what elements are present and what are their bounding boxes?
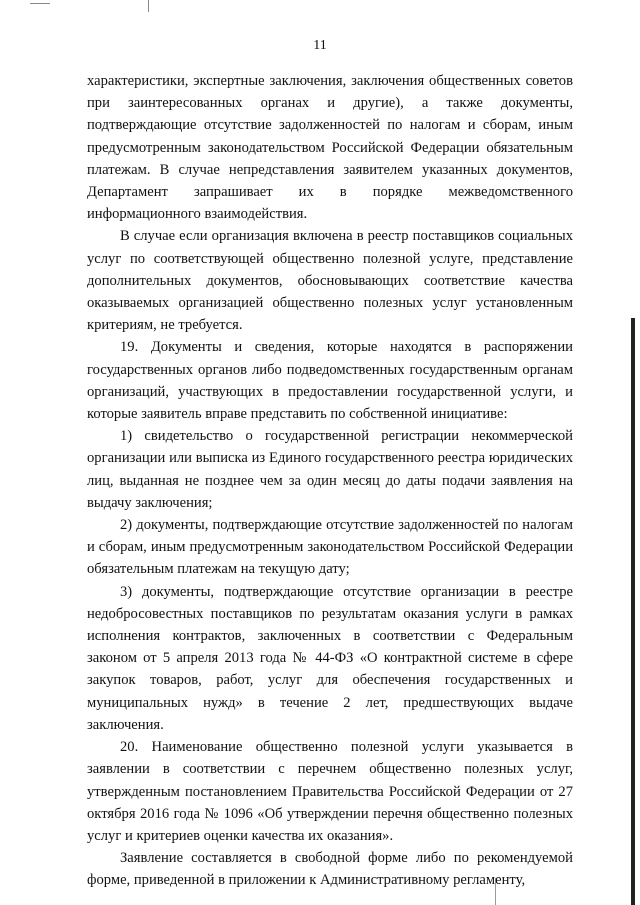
list-item-no-tax-debt: 2) документы, подтверждающие отсутствие задолженностей по налогам и сборам, иным предусмотренным законодательством Российской Федерации обязательным платежам на текущую дату; — [87, 517, 573, 578]
scan-edge-shadow — [631, 318, 635, 905]
paragraph-clause-19: 19. Документы и сведения, которые находятся в распоряжении государственных органов либо подведомственных государственным органам организаций, участвующих в предоставлении государственной услуги, и которые заявитель вправе представить по собственной инициативе: — [87, 339, 573, 423]
scan-edge-mark — [148, 0, 149, 12]
list-item-not-in-unfair-suppliers-registry: 3) документы, подтверждающие отсутствие организации в реестре недобросовестных поставщиков по результатам оказания услуги в рамках исполнения контрактов, заключенных в соответствии с Федеральным законом от 5 апреля 2013 года № 44-ФЗ «О контрактной системе в сфере закупок товаров, работ, услуг для обеспечения государственных и муниципальных нужд» в течение 2 лет, предшествующих выдаче заключения. — [87, 583, 573, 733]
document-body — [87, 70, 573, 892]
scan-edge-mark — [30, 3, 50, 4]
list-item-registration-certificate: 1) свидетельство о государственной регистрации некоммерческой организации или выписка из Единого государственного реестра юридических лиц, выданная не позднее чем за один месяц до даты подачи заявления на выдачу заключения; — [87, 428, 573, 511]
paragraph-application-form: Заявление составляется в свободной форме либо по рекомендуемой форме, приведенной в приложении к Административному регламенту, — [87, 850, 573, 889]
paragraph-clause-20: 20. Наименование общественно полезной услуги указывается в заявлении в соответствии с перечнем общественно полезных услуг, утвержденным постановлением Правительства Российской Федерации от 27 октября 2016 года № 1096 «Об утверждении перечня общественно полезных услуг и критериев оценки качества их оказания». — [87, 739, 573, 844]
paragraph-registry-exemption: В случае если организация включена в реестр поставщиков социальных услуг по соответствующей общественно полезной услуге, представление дополнительных документов, обосновывающих соответствие качества оказываемых организацией общественно полезных услуг установленным критериям, не требуется. — [87, 228, 573, 334]
page-number: 11 — [313, 38, 327, 53]
paragraph-continuation: характеристики, экспертные заключения, заключения общественных советов при заинтересованных органах и другие), а также документы, подтверждающие отсутствие задолженностей по налогам и сборам, иным предусмотренным законодательством Российской Федерации обязательным платежам. В случае непредставления заявителем указанных документов, Департамент запрашивает их в порядке межведомственного информационного взаимодействия. — [87, 73, 573, 223]
